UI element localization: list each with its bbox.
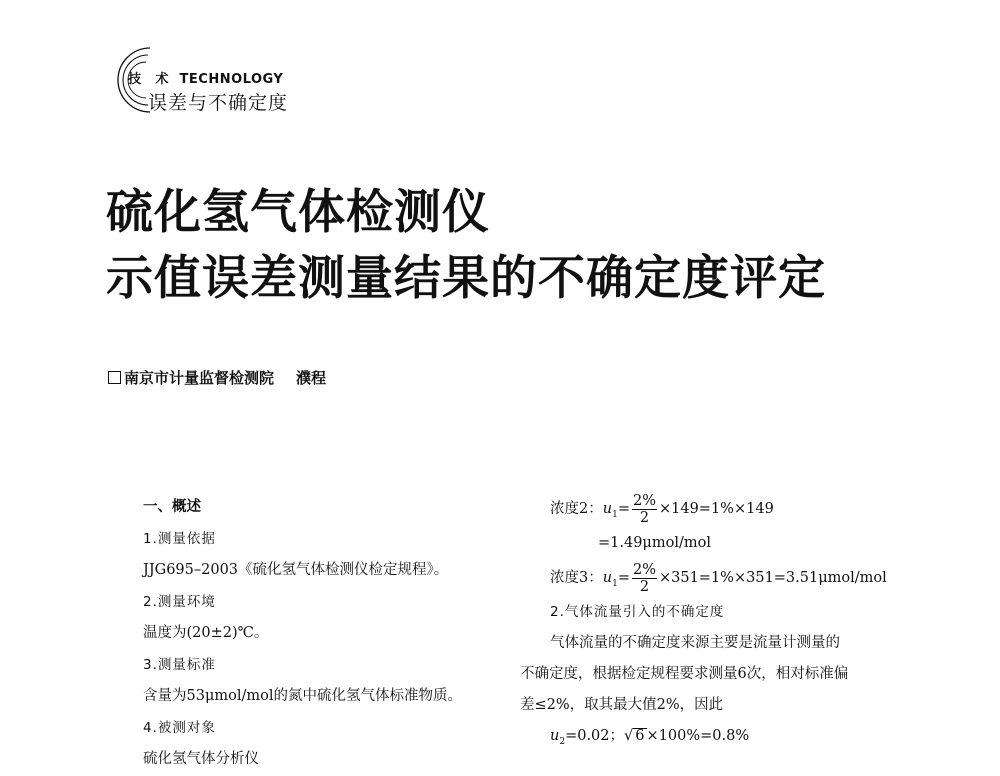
- sqrt-icon: √: [624, 728, 634, 744]
- title-line-1: 硫化氢气体检测仪: [106, 185, 490, 240]
- box-bullet-icon: [108, 371, 121, 384]
- paragraph-line-1: 气体流量的不确定度来源主要是流量计测量的: [550, 635, 840, 651]
- right-column: [520, 490, 920, 752]
- eq2-rest: ×149=1%×149: [658, 501, 774, 517]
- eq2-u-sub: 1: [612, 509, 618, 520]
- item-label-3: 3.测量标准: [143, 656, 216, 673]
- u2-symbol: u: [550, 728, 560, 744]
- item-text-4: 硫化氢气体分析仪: [143, 751, 259, 767]
- equation-concentration-3: [520, 559, 920, 597]
- eq3-u: u: [602, 570, 613, 586]
- column-tag-label: [128, 68, 283, 87]
- eq3-fraction: [632, 562, 657, 595]
- paragraph-line-2: 不确定度，根据检定规程要求测量6次，相对标准偏: [520, 666, 849, 682]
- eq3-u-sub: 1: [612, 578, 618, 589]
- left-column: [143, 492, 513, 776]
- eq3-frac-den: 2: [639, 578, 650, 595]
- section2-label: 2.气体流量引入的不确定度: [550, 604, 725, 620]
- eq2-frac-num: 2%: [632, 492, 656, 509]
- tag-en: TECHNOLOGY: [179, 72, 284, 87]
- tag-cn: 技 术: [128, 72, 174, 87]
- item-label-1: 1.测量依据: [143, 530, 216, 547]
- equation-u2: [520, 721, 920, 752]
- paragraph-line-3: 差≤2%，取其最大值2%，因此: [520, 697, 724, 713]
- item-text-1: JJG695–2003《硫化氢气体检测仪检定规程》。: [143, 562, 449, 578]
- u2-sqrt-arg: 6: [635, 728, 645, 744]
- item-label-2: 2.测量环境: [143, 593, 216, 610]
- eq2-prefix: 浓度2：: [550, 501, 603, 517]
- eq3-prefix: 浓度3：: [550, 570, 603, 586]
- author-line: [108, 367, 326, 388]
- author-affiliation: 南京市计量监督检测院: [124, 369, 275, 387]
- eq3-rest: ×351=1%×351=3.51μmol/mol: [658, 570, 887, 586]
- item-text-2: 温度为(20±2)℃。: [143, 625, 269, 641]
- column-tag: [104, 44, 364, 116]
- eq2-frac-den: 2: [639, 509, 650, 526]
- u2-sub: 2: [559, 736, 566, 747]
- title-line-2: 示值误差测量结果的不确定度评定: [106, 251, 826, 306]
- eq2-equals: =: [617, 501, 630, 517]
- item-label-4: 4.被测对象: [143, 719, 216, 736]
- u2-rest: ×100%=0.8%: [646, 728, 750, 744]
- article-title: [106, 180, 826, 312]
- eq2-u: u: [602, 501, 613, 517]
- eq3-equals: =: [617, 570, 630, 586]
- equation-concentration-2: [520, 490, 920, 528]
- eq2-fraction: [632, 493, 657, 526]
- item-text-3: 含量为53μmol/mol的氮中硫化氢气体标准物质。: [143, 688, 462, 704]
- section-heading: 一、概述: [143, 499, 201, 515]
- eq3-frac-num: 2%: [632, 561, 656, 578]
- u2-mid: =0.02；: [565, 728, 625, 744]
- author-name: 濮程: [296, 369, 327, 387]
- eq2-continuation: =1.49μmol/mol: [598, 535, 711, 551]
- column-name: 误差与不确定度: [148, 92, 289, 114]
